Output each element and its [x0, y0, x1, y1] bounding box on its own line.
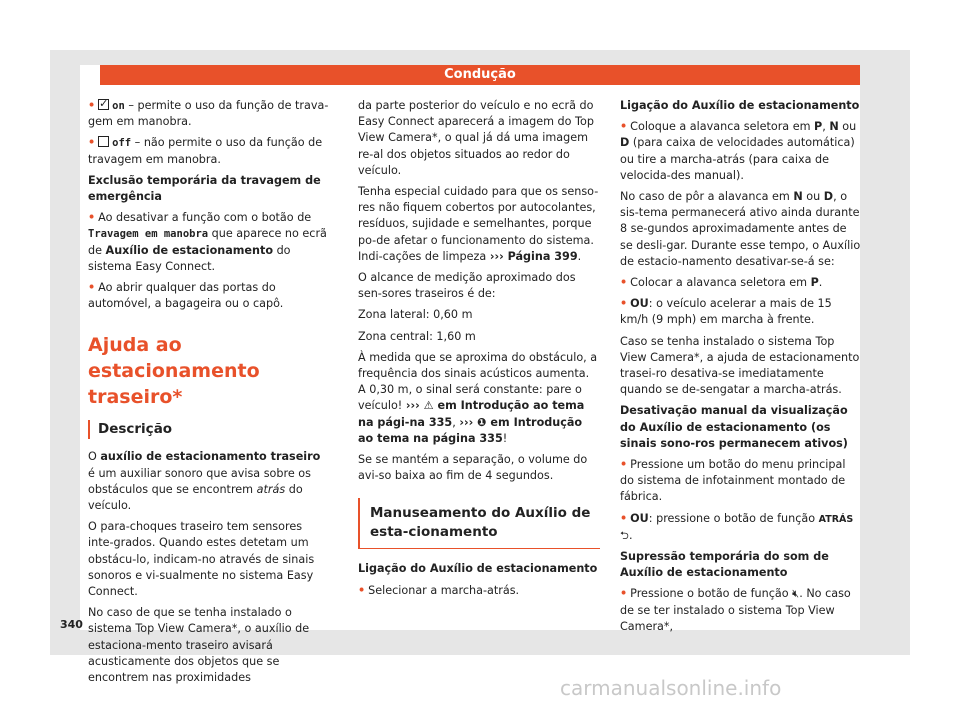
- bullet-icon: •: [620, 458, 628, 472]
- back-button-label: ATRÁS: [818, 513, 854, 525]
- back-arrow-icon: ⮌: [620, 528, 629, 542]
- list-item: • Pressione o botão de função 🔇︎. No caso de se ter instalado o sistema Top View Camera*,: [620, 587, 851, 633]
- list-item: • Colocar a alavanca seletora em P.: [620, 276, 823, 290]
- list-item: • Selecionar a marcha-atrás.: [358, 583, 520, 597]
- page-reference-link[interactable]: ››› Página 399: [489, 249, 578, 263]
- subsection-heading-box: [88, 420, 330, 439]
- bullet-icon: •: [620, 511, 628, 525]
- bullet-icon: •: [620, 587, 628, 601]
- subheading: Desativação manual da visualização do Auxílio de estacionamento (os sinais sono-ros permanecem ativos): [620, 404, 848, 450]
- bullet-icon: •: [88, 281, 96, 295]
- subheading: Exclusão temporária da travagem de emergência: [88, 173, 321, 204]
- subsection-title: Descrição: [98, 421, 173, 438]
- column-3: [620, 98, 862, 640]
- bullet-icon: •: [620, 120, 628, 134]
- paragraph: No caso de que se tenha instalado o sistema Top View Camera*, o auxílio de estaciona-mento traseiro avisará acusticamente dos objetos que se encontrem nas proximidades: [88, 606, 310, 685]
- list-item: • off – não permite o uso da função de travagem em manobra.: [88, 136, 323, 166]
- paragraph: O auxílio de estacionamento traseiro é um auxiliar sonoro que avisa sobre os obstáculos que se encontrem atrás do veículo.: [88, 450, 321, 513]
- bullet-icon: •: [620, 297, 628, 311]
- paragraph: O para-choques traseiro tem sensores inte-grados. Quando estes detetam um obstácu-lo, indicam-no através de sinais sonoros e vi-sualmente no sistema Easy Connect.: [88, 520, 315, 599]
- bullet-icon: •: [88, 99, 96, 112]
- subheading: Ligação do Auxílio de estacionamento: [358, 562, 598, 576]
- list-item: • Coloque a alavanca seletora em P, N ou D (para caixa de velocidades automática) ou tire a marcha-atrás (para caixa de velocida-des manual).: [620, 120, 857, 182]
- bullet-icon: •: [358, 583, 366, 597]
- bullet-icon: •: [88, 211, 96, 225]
- subheading: Ligação do Auxílio de estacionamento: [620, 99, 860, 112]
- paragraph: Zona central: 1,60 m: [358, 329, 476, 343]
- list-item: • Pressione um botão do menu principal do sistema de infotainment montado de fábrica.: [620, 458, 846, 504]
- paragraph: No caso de pôr a alavanca em N ou D, o sis-tema permanecerá ativo ainda durante 8 se-gundos aproximadamente antes de se desli-gar. Durante esse tempo, o Auxílio de estacio-namento desativar-se-á se:: [620, 190, 861, 268]
- section-header: Condução: [100, 65, 860, 85]
- page-number: 340: [60, 618, 83, 631]
- warning-reference-link[interactable]: ››› ⚠ em Introdução ao tema na pági-na 335: [358, 399, 585, 429]
- paragraph: Zona lateral: 0,60 m: [358, 308, 473, 322]
- list-item: • OU: o veículo acelerar a mais de 15 km/h (9 mph) em marcha à frente.: [620, 297, 832, 327]
- mute-icon: 🔇︎: [792, 587, 800, 601]
- list-item: • OU: pressione o botão de função ATRÁS ⮌.: [620, 511, 854, 542]
- note-reference-link[interactable]: ››› ❶ em Introdução ao tema na página 335: [358, 415, 583, 445]
- section-title: Ajuda ao estacionamento traseiro*: [88, 334, 260, 409]
- checkbox-checked-icon: [98, 99, 109, 110]
- paragraph: da parte posterior do veículo e no ecrã do Easy Connect aparecerá a imagem do Top View Camera*, o qual já dá uma imagem re-al dos objetos situados ao redor do veículo.: [358, 99, 594, 177]
- bullet-icon: •: [88, 136, 96, 150]
- column-2: [358, 98, 600, 604]
- paragraph: À medida que se aproxima do obstáculo, a frequência dos sinais acústicos aumenta. A 0,30 m, o sinal será constante: pare o veículo! ››› ⚠ em Introdução ao tema na pági-na 335, ››› ❶ em Introdução ao tema na página 335!: [358, 350, 598, 445]
- list-item: • Ao desativar a função com o botão de Travagem em manobra que aparece no ecrã de Auxílio de estacionamento do sistema Easy Connect.: [88, 211, 327, 273]
- checkbox-empty-icon: [98, 136, 109, 147]
- bullet-icon: •: [620, 276, 628, 290]
- paragraph: Caso se tenha instalado o sistema Top View Camera*, a ajuda de estacionamento trasei-ro desativa-se imediatamente quando se de-sengatar a marcha-atrás.: [620, 334, 860, 397]
- subsection-heading-box: [358, 498, 600, 549]
- watermark: carmanualsonline.info: [560, 676, 782, 700]
- paragraph: Se se mantém a separação, o volume do avi-so baixa ao fim de 4 segundos.: [358, 453, 588, 483]
- column-1: [88, 98, 330, 691]
- list-item: •✓ on – permite o uso da função de trava-gem em manobra.: [88, 98, 330, 130]
- paragraph: O alcance de medição aproximado dos sen-sores traseiros é de:: [358, 271, 576, 301]
- paragraph: Tenha especial cuidado para que os senso-res não fiquem cobertos por autocolantes, resíduos, sujidade e semelhantes, porque po-de afetar o funcionamento do sistema. Indi-cações de limpeza ››› Página 399.: [358, 185, 599, 263]
- subsection-title: Manuseamento do Auxílio de esta-cionamento: [370, 505, 591, 541]
- list-item: • Ao abrir qualquer das portas do automóvel, a bagageira ou o capô.: [88, 281, 284, 311]
- subheading: Supressão temporária do som de Auxílio de estacionamento: [620, 550, 829, 580]
